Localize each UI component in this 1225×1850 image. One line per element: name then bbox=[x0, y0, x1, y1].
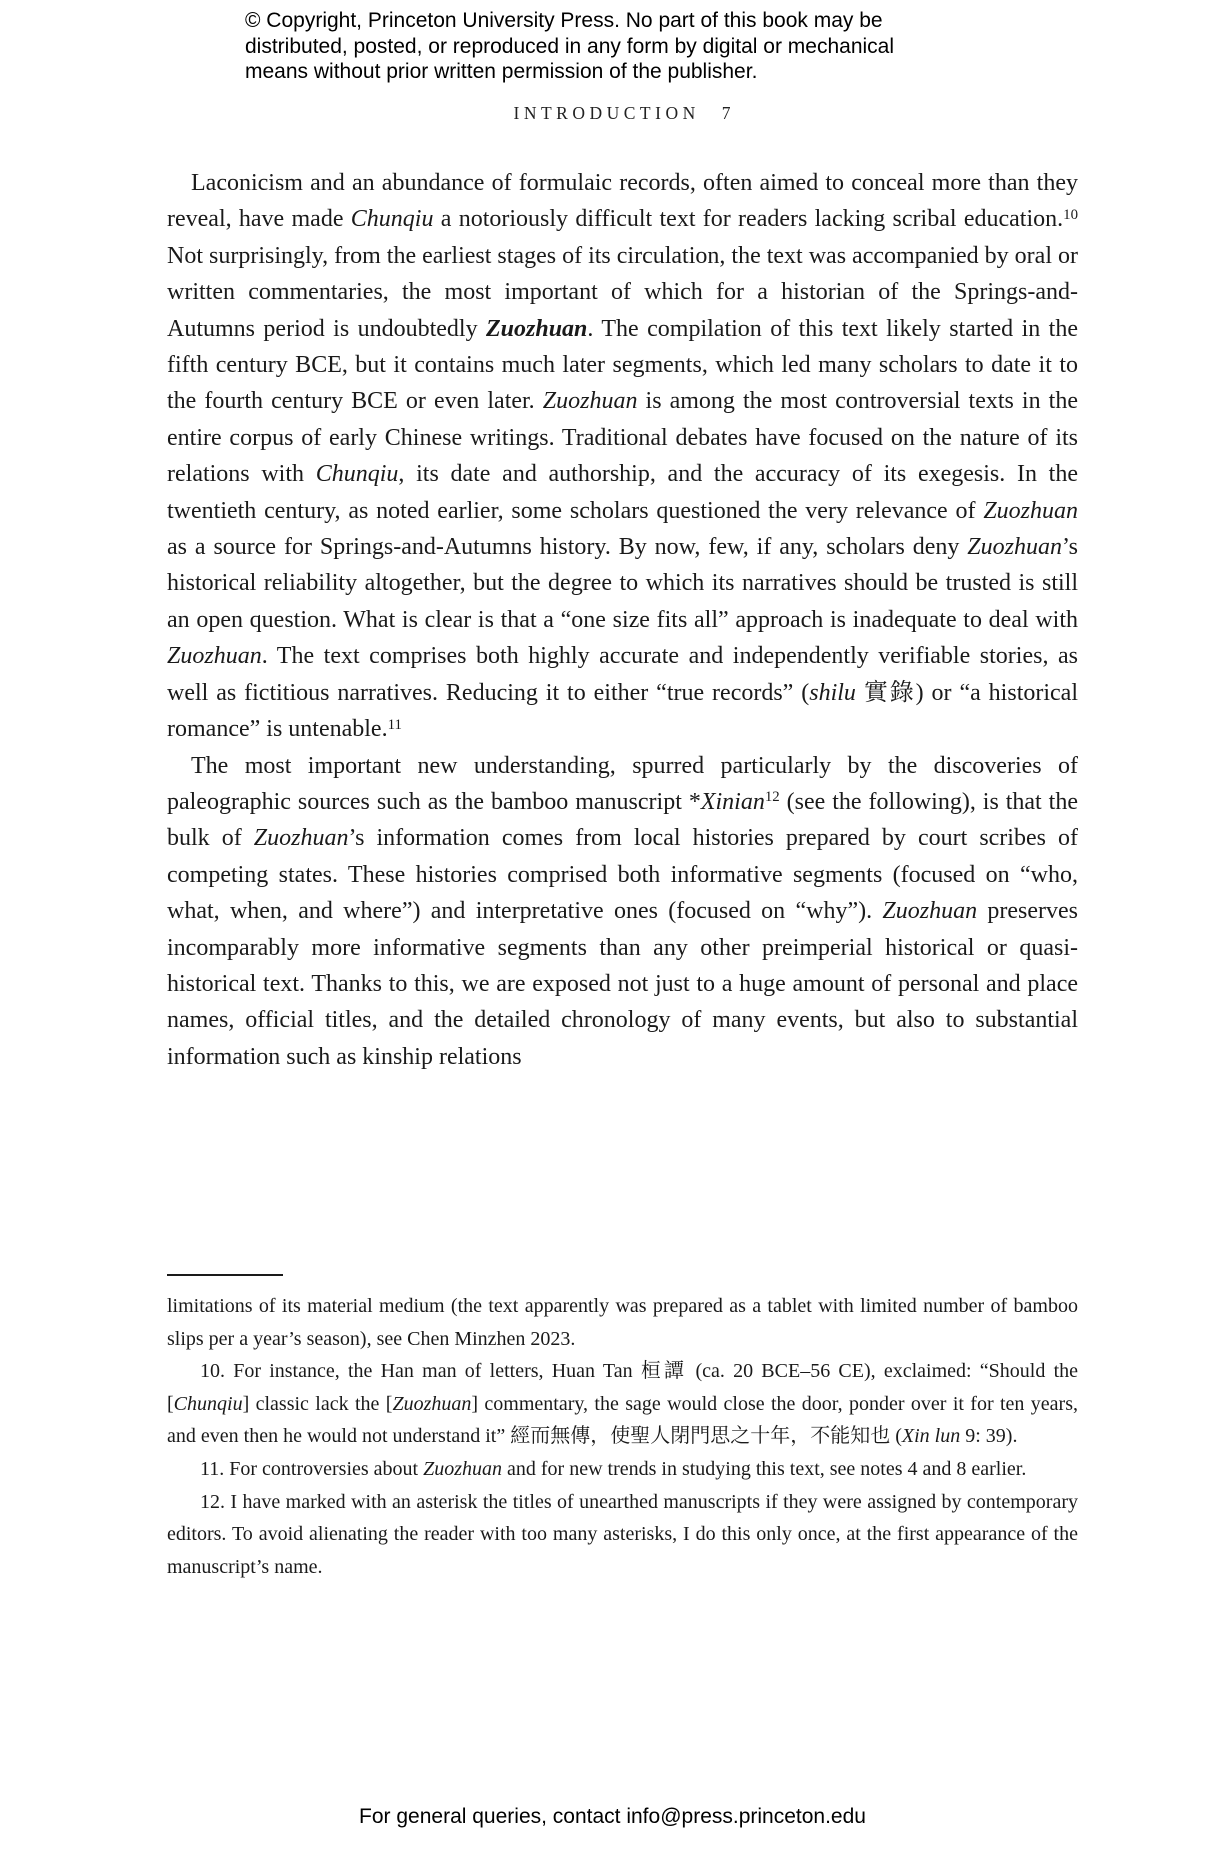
copyright-notice bbox=[245, 8, 894, 85]
footnote-continuation: limitations of its material medium (the text apparently was prepared as a tablet with limited number of bamboo slips per a year’s season), see Chen Minzhen 2023. bbox=[167, 1295, 1078, 1350]
footnote-10: 10. For instance, the Han man of letters, Huan Tan 桓譚 (ca. 20 BCE–56 CE), exclaimed: “Should the [Chunqiu] classic lack the [Zuozhuan] commentary, the sage would close the door, ponder over it for ten years, and even then he would not understand it” 經而無傳，使聖人閉門思之十年，不能知也 (Xin lun 9: 39). bbox=[167, 1360, 1079, 1448]
main-text bbox=[167, 165, 1078, 1075]
paragraph: The most important new understanding, spurred particularly by the discoveries of paleographic sources such as the bamboo manuscript *Xinian$^{12}$ (see the following), is that the bulk of Zuozhuan’s information comes from local histories prepared by court scribes of competing states. These histories comprised both informative segments (focused on “who, what, when, and where”) and interpretative ones (focused on “why”). Zuozhuan preserves incomparably more informative segments than any other preimperial historical or quasi-historical text. Thanks to this, we are exposed not just to a huge amount of personal and place names, official titles, and the detailed chronology of many events, but also to substantial information such as kinship relations bbox=[167, 752, 1078, 1070]
footnote-divider bbox=[167, 1274, 283, 1276]
footnote-12: 12. I have marked with an asterisk the titles of unearthed manuscripts if they were assigned by contemporary editors. To avoid alienating the reader with too many asterisks, I do this only once, at the first appearance of the manuscript’s name. bbox=[167, 1490, 1078, 1578]
footer-query-contact: For general queries, contact info@press.princeton.edu bbox=[359, 1805, 866, 1828]
copyright-line: © Copyright, Princeton University Press. No part of this book may be bbox=[245, 9, 883, 32]
paragraph: Laconicism and an abundance of formulaic records, often aimed to conceal more than they reveal, have made Chunqiu a notoriously difficult text for readers lacking scribal education.$^{10}$ Not surprisingly, from the earliest stages of its circulation, the text was accompanied by oral or written commentaries, the most important of which for a historian of the Springs-and-Autumns period is undoubtedly Zuozhuan. The compilation of this text likely started in the fifth century BCE, but it contains much later segments, which led many scholars to date it to the fourth century BCE or even later. Zuozhuan is among the most controversial texts in the entire corpus of early Chinese writings. Traditional debates have focused on the nature of its relations with Chunqiu, its date and authorship, and the accuracy of its exegesis. In the twentieth century, as noted earlier, some scholars questioned the very relevance of Zuozhuan as a source for Springs-and-Autumns history. By now, few, if any, scholars deny Zuozhuan’s historical reliability altogether, but the degree to which its narratives should be trusted is still an open question. What is clear is that a “one size fits all” approach is inadequate to deal with Zuozhuan. The text comprises both highly accurate and independently verifiable stories, as well as fictitious narratives. Reducing it to either “true records” (shilu 實錄) or “a historical romance” is untenable.$^{11}$ bbox=[167, 170, 1078, 743]
copyright-line: distributed, posted, or reproduced in any form by digital or mechanical bbox=[245, 34, 895, 58]
footnotes-section bbox=[167, 1290, 1078, 1583]
page-number: 7 bbox=[721, 103, 732, 123]
running-head bbox=[167, 103, 1078, 124]
running-head-title: INTRODUCTION bbox=[513, 103, 700, 123]
footnote-11: 11. For controversies about Zuozhuan and for new trends in studying this text, see notes 4 and 8 earlier. bbox=[200, 1457, 1027, 1480]
copyright-line: means without prior written permission of the publisher. bbox=[245, 60, 758, 83]
